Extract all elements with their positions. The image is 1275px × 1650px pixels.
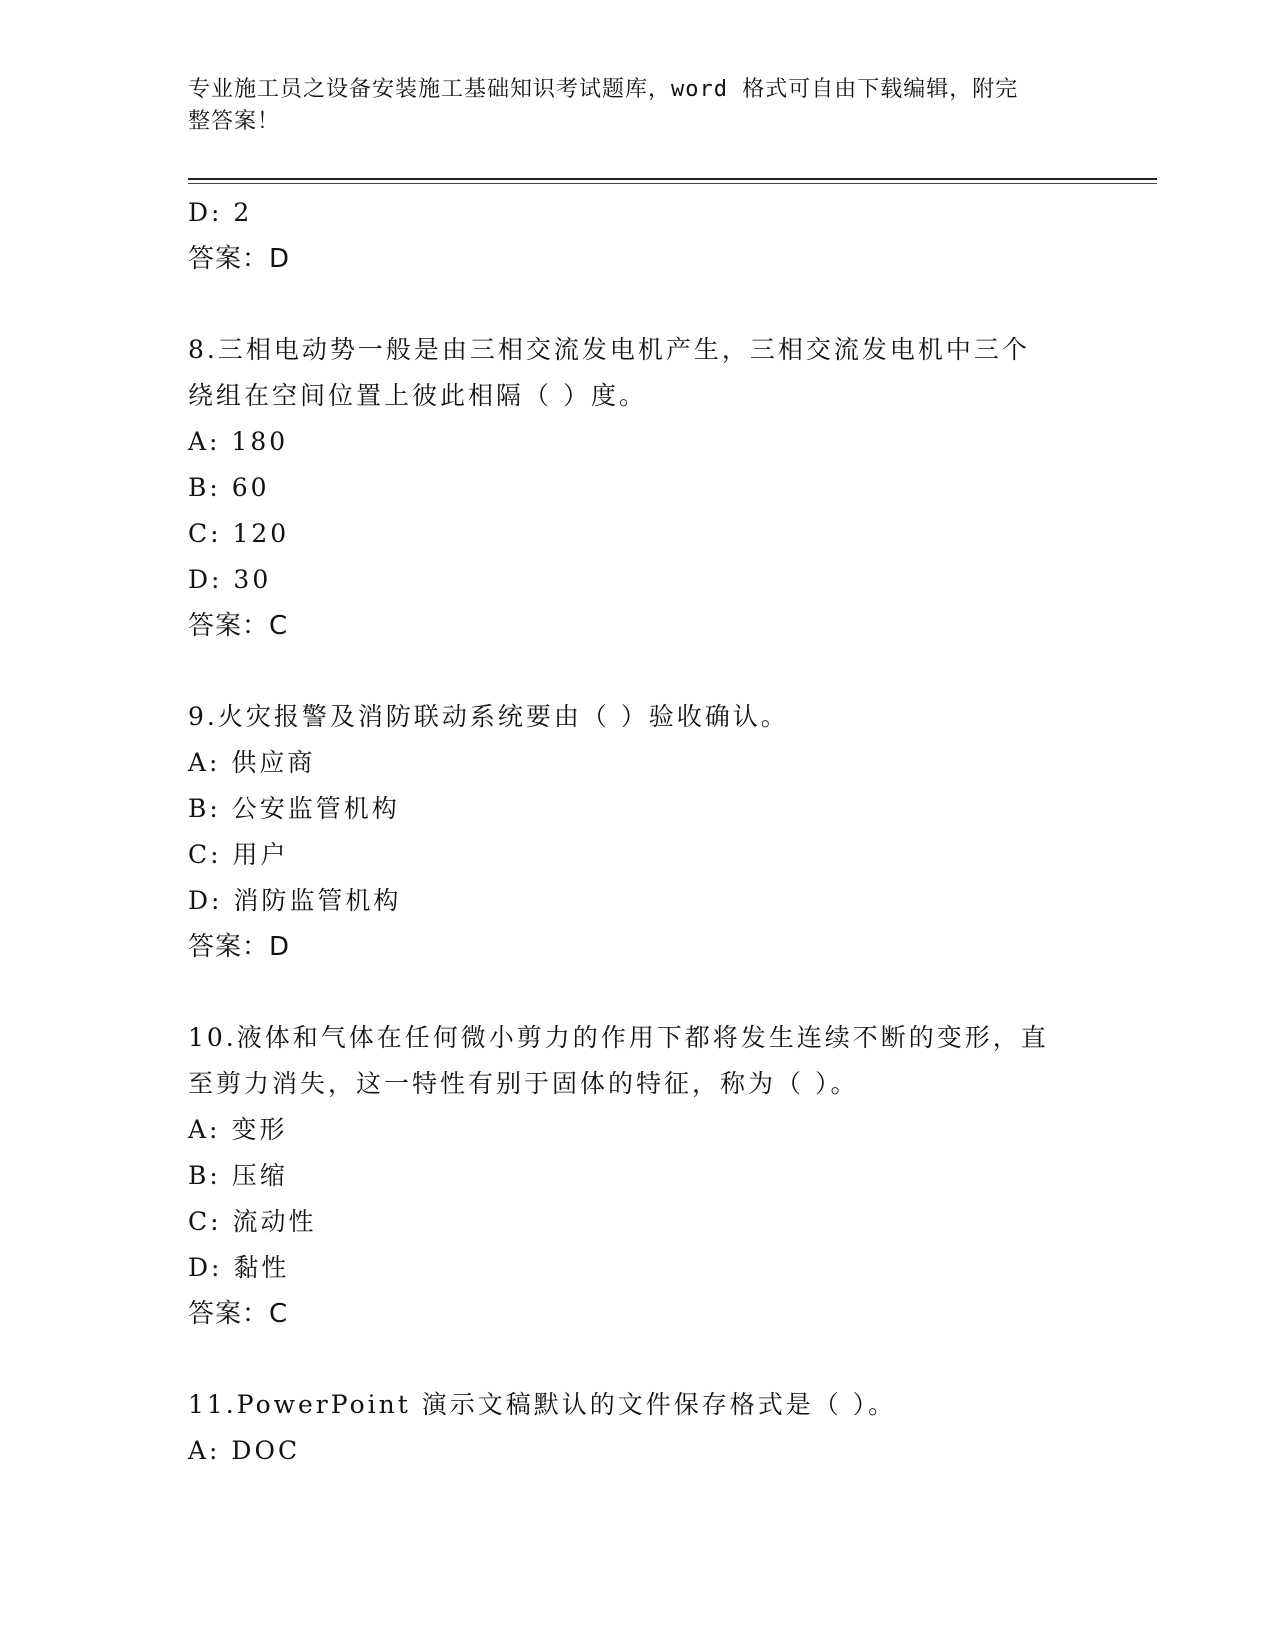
option-c: C: 120 (188, 519, 290, 548)
question-text-line: 10.液体和气体在任何微小剪力的作用下都将发生连续不断的变形，直 (188, 1023, 1049, 1052)
document-header (188, 74, 1068, 138)
question-text-line: 11.PowerPoint 演示文稿默认的文件保存格式是（ ）。 (188, 1390, 897, 1419)
option-d: D: 消防监管机构 (188, 886, 402, 915)
option-c: C: 流动性 (188, 1207, 317, 1236)
header-divider-thick (188, 178, 1157, 180)
question-text-line: 9.火灾报警及消防联动系统要由（ ）验收确认。 (188, 702, 789, 731)
continued-question (188, 190, 1088, 282)
question-8 (188, 327, 1088, 649)
question-list (188, 190, 1088, 1474)
option-d: D: 黏性 (188, 1253, 290, 1282)
header-divider-thin (188, 183, 1157, 184)
option-b: B: 压缩 (188, 1161, 288, 1190)
question-text-line: 8.三相电动势一般是由三相交流发电机产生，三相交流发电机中三个 (188, 335, 1030, 364)
option-a: A: 供应商 (188, 748, 316, 777)
answer: 答案：D (188, 932, 291, 962)
question-11 (188, 1382, 1088, 1474)
option-c: C: 用户 (188, 840, 289, 869)
option-a: A: 180 (188, 427, 289, 456)
question-9 (188, 694, 1088, 970)
answer: 答案：C (188, 1299, 289, 1329)
option-a: A: 变形 (188, 1115, 288, 1144)
header-line-1: 专业施工员之设备安装施工基础知识考试题库，word 格式可自由下载编辑，附完 (188, 77, 1019, 102)
option-b: B: 公安监管机构 (188, 794, 400, 823)
option-b: B: 60 (188, 473, 270, 502)
answer: 答案：D (188, 244, 291, 274)
header-line-2: 整答案！ (188, 109, 281, 134)
question-text-line: 至剪力消失，这一特性有别于固体的特征，称为（ ）。 (188, 1069, 859, 1098)
option-a: A: DOC (188, 1436, 301, 1465)
option-d: D: 30 (188, 565, 272, 594)
answer: 答案：C (188, 611, 289, 641)
question-10 (188, 1015, 1088, 1337)
question-text-line: 绕组在空间位置上彼此相隔（ ）度。 (188, 381, 647, 410)
option-d: D: 2 (188, 198, 253, 227)
